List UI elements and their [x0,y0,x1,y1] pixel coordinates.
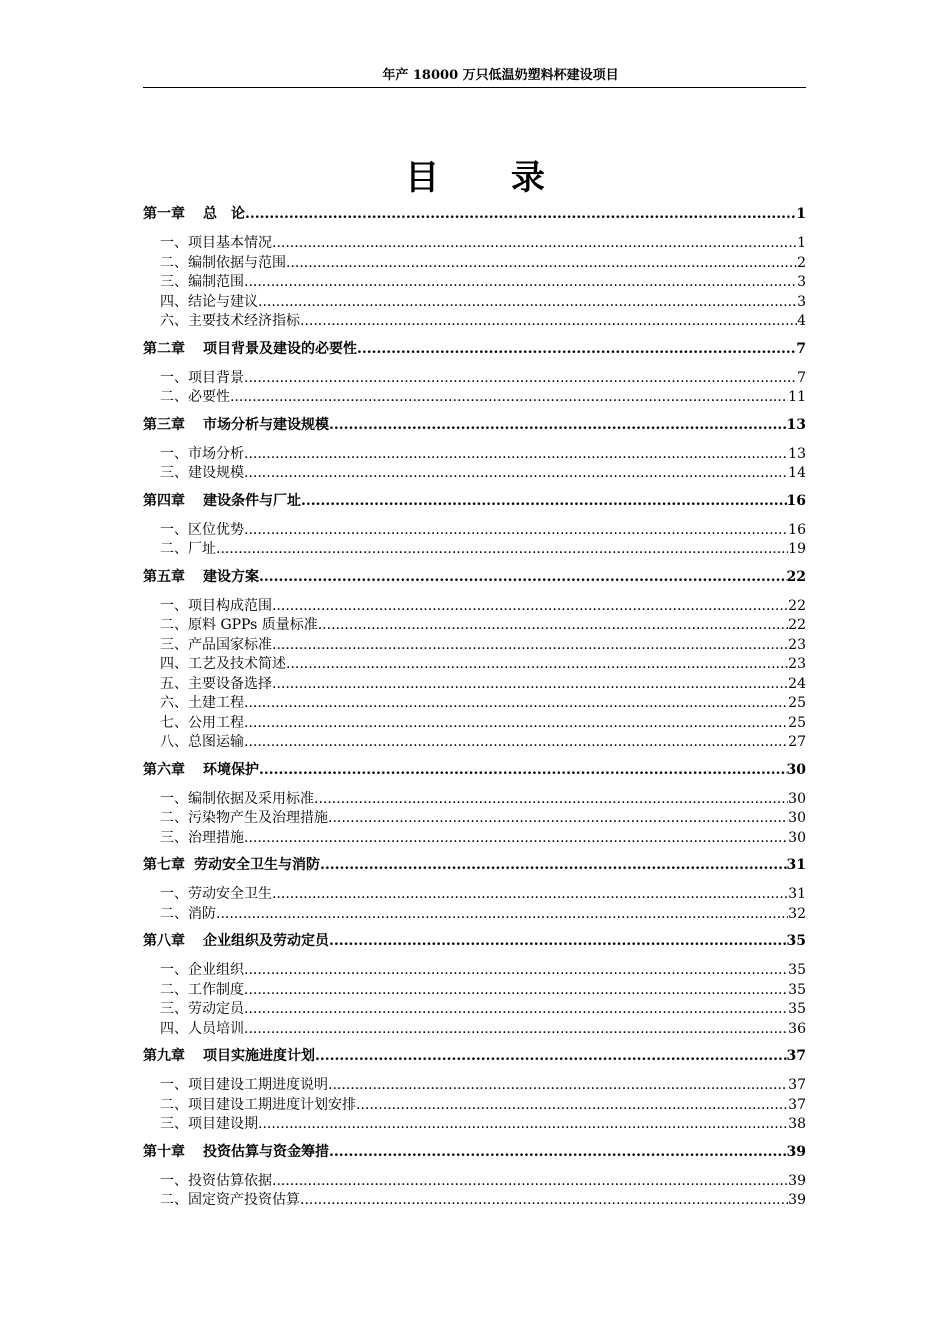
page-title: 目 录 [405,158,575,198]
dot-leader [320,856,787,875]
section-title: 二、污染物产生及治理措施 [160,810,328,826]
toc-section-entry[interactable] [143,790,806,810]
section-title: 二、厂址 [160,541,216,557]
toc-section-entry[interactable] [143,464,806,484]
section-page-number: 1 [797,235,806,251]
toc-chapter-label [143,932,329,951]
toc-section-entry[interactable] [143,540,806,560]
chapter-page-number: 16 [786,492,806,509]
toc-section-entry[interactable] [143,273,806,293]
chapter-title: 项目实施进度计划 [203,1048,315,1064]
chapter-number: 第八章 [143,933,185,949]
toc-section-entry[interactable] [143,616,806,636]
chapter-title: 企业组织及劳动定员 [203,933,329,949]
chapter-number: 第三章 [143,416,185,433]
toc-chapter-entry[interactable] [143,1143,806,1162]
section-title: 四、结论与建议 [160,293,258,310]
chapter-title: 总 论 [203,206,245,222]
toc-section-entry[interactable] [143,1172,806,1192]
toc-section-entry[interactable] [143,234,806,254]
dot-leader [216,540,788,560]
toc-section-entry[interactable] [143,1096,806,1116]
chapter-page-number: 35 [786,933,806,949]
chapter-number: 第九章 [143,1048,185,1064]
toc-section-entry[interactable] [143,636,806,656]
section-page-number: 39 [788,1192,806,1208]
chapter-page-number: 39 [786,1143,806,1160]
toc-chapter-entry[interactable] [143,568,806,587]
toc-section-entry[interactable] [143,961,806,981]
dot-leader [286,655,788,675]
chapter-title: 劳动安全卫生与消防 [194,857,320,873]
section-page-number: 39 [788,1172,806,1189]
dot-leader [315,1047,787,1066]
dot-leader [328,1076,788,1096]
toc-section-entry[interactable] [143,369,806,389]
section-page-number: 2 [797,254,806,271]
chapter-title: 市场分析与建设规模 [203,416,329,433]
dot-leader [244,714,788,734]
section-page-number: 36 [788,1020,806,1037]
toc-section-entry[interactable] [143,521,806,541]
dot-leader [244,694,788,714]
section-page-number: 25 [788,714,806,731]
toc-section-entry[interactable] [143,829,806,849]
section-title: 一、区位优势 [160,521,244,538]
dot-leader [356,1096,788,1116]
dot-leader [272,597,788,617]
chapter-page-number: 1 [796,206,806,222]
toc-chapter-entry[interactable] [143,856,806,875]
dot-leader [259,568,787,587]
section-page-number: 30 [788,810,806,826]
section-page-number: 35 [788,962,806,978]
toc-section-entry[interactable] [143,1191,806,1211]
chapter-number: 第十章 [143,1143,185,1160]
toc-chapter-label [143,1047,315,1066]
section-page-number: 11 [788,389,806,405]
section-page-number: 3 [797,293,806,310]
section-page-number: 37 [788,1077,806,1093]
section-page-number: 13 [788,445,806,462]
dot-leader [272,234,797,254]
section-title: 三、产品国家标准 [160,636,272,653]
section-title: 一、项目构成范围 [160,597,272,614]
chapter-title: 建设条件与厂址 [203,492,301,509]
chapter-number: 第六章 [143,761,185,778]
chapter-title: 环境保护 [203,761,259,778]
page-header [143,66,806,88]
dot-leader [300,312,797,332]
dot-leader [314,790,788,810]
toc-section-entry[interactable] [143,694,806,714]
chapter-page-number: 7 [796,340,806,357]
dot-leader [244,733,788,753]
section-page-number: 14 [788,465,806,481]
dot-leader [244,521,788,541]
toc-chapter-label [143,205,245,224]
toc-chapter-label [143,340,357,359]
toc-section-entry[interactable] [143,981,806,1001]
toc-chapter-label [143,1143,329,1162]
dot-leader [329,1143,787,1162]
section-page-number: 35 [788,981,806,998]
section-title: 二、消防 [160,905,216,922]
section-title: 一、编制依据及采用标准 [160,790,314,807]
toc-chapter-label [143,856,320,875]
section-page-number: 32 [788,905,806,922]
section-title: 二、编制依据与范围 [160,254,286,271]
section-title: 四、工艺及技术简述 [160,656,286,672]
section-page-number: 25 [788,695,806,711]
chapter-title: 项目背景及建设的必要性 [203,340,357,357]
section-title: 八、总图运输 [160,734,244,750]
toc-chapter-label [143,492,301,511]
dot-leader [230,388,788,408]
toc-chapter-entry[interactable] [143,761,806,780]
toc-chapter-label [143,568,259,587]
dot-leader [286,254,797,274]
section-page-number: 30 [788,829,806,846]
toc-chapter-entry[interactable] [143,416,806,435]
dot-leader [258,293,797,313]
toc-chapter-label [143,761,259,780]
section-page-number: 22 [788,597,806,614]
chapter-page-number: 37 [786,1048,806,1064]
section-page-number: 16 [788,521,806,538]
dot-leader [318,616,788,636]
toc-section-entry[interactable] [143,1000,806,1020]
dot-leader [244,981,788,1001]
toc-section-entry[interactable] [143,714,806,734]
toc-section-entry[interactable] [143,885,806,905]
dot-leader [244,369,797,389]
section-page-number: 38 [788,1116,806,1132]
toc-section-entry[interactable] [143,655,806,675]
section-page-number: 30 [788,790,806,807]
section-title: 一、项目建设工期进度说明 [160,1077,328,1093]
dot-leader [216,905,788,925]
section-title: 三、治理措施 [160,829,244,846]
section-page-number: 3 [797,274,806,290]
section-page-number: 31 [788,886,806,902]
section-title: 一、企业组织 [160,962,244,978]
section-title: 一、劳动安全卫生 [160,886,272,902]
dot-leader [259,761,787,780]
section-title: 一、项目基本情况 [160,235,272,251]
toc-chapter-entry[interactable] [143,492,806,511]
section-page-number: 19 [788,541,806,557]
dot-leader [329,416,787,435]
section-title: 六、主要技术经济指标 [160,313,300,329]
chapter-page-number: 31 [786,857,806,873]
section-page-number: 24 [788,675,806,692]
toc-section-entry[interactable] [143,445,806,465]
section-title: 三、建设规模 [160,465,244,481]
dot-leader [244,445,788,465]
section-page-number: 35 [788,1001,806,1017]
dot-leader [329,932,787,951]
section-page-number: 4 [797,313,806,329]
section-title: 四、人员培训 [160,1020,244,1037]
toc-chapter-entry[interactable] [143,205,806,224]
chapter-number: 第五章 [143,568,185,585]
chapter-title: 建设方案 [203,568,259,585]
section-page-number: 22 [788,617,806,633]
dot-leader [244,829,788,849]
section-page-number: 7 [797,369,806,386]
section-title: 一、市场分析 [160,445,244,462]
section-title: 六、土建工程 [160,695,244,711]
section-title: 三、编制范围 [160,274,244,290]
toc-section-entry[interactable] [143,675,806,695]
section-title: 二、项目建设工期进度计划安排 [160,1096,356,1113]
dot-leader [301,492,787,511]
toc-chapter-entry[interactable] [143,340,806,359]
chapter-number: 第一章 [143,206,185,222]
chapter-number: 第二章 [143,340,185,357]
toc-section-entry[interactable] [143,312,806,332]
chapter-page-number: 13 [786,416,806,433]
section-title: 三、劳动定员 [160,1001,244,1017]
chapter-page-number: 30 [786,761,806,778]
section-page-number: 37 [788,1096,806,1113]
dot-leader [244,961,788,981]
toc-section-entry[interactable] [143,809,806,829]
dot-leader [244,273,797,293]
toc-section-entry[interactable] [143,388,806,408]
toc-section-entry[interactable] [143,905,806,925]
section-title: 一、投资估算依据 [160,1172,272,1189]
dot-leader [272,675,788,695]
header-title: 年产 18000 万只低温奶塑料杯建设项目 [382,68,619,83]
chapter-page-number: 22 [786,568,806,585]
section-title: 二、工作制度 [160,981,244,998]
section-title: 二、固定资产投资估算 [160,1192,300,1208]
dot-leader [272,1172,788,1192]
chapter-title: 投资估算与资金筹措 [203,1143,329,1160]
section-page-number: 23 [788,636,806,653]
toc-chapter-entry[interactable] [143,1047,806,1066]
dot-leader [244,1000,788,1020]
chapter-number: 第七章 [143,857,185,873]
toc-section-entry[interactable] [143,1115,806,1135]
chapter-number: 第四章 [143,492,185,509]
toc-section-entry[interactable] [143,293,806,313]
dot-leader [244,1020,788,1040]
table-of-contents [143,205,806,1211]
dot-leader [244,464,788,484]
toc-chapter-entry[interactable] [143,932,806,951]
dot-leader [245,205,796,224]
dot-leader [258,1115,788,1135]
section-title: 七、公用工程 [160,714,244,731]
section-title: 二、原料 GPPs 质量标准 [160,617,318,633]
dot-leader [357,340,796,359]
section-title: 一、项目背景 [160,369,244,386]
toc-section-entry[interactable] [143,254,806,274]
dot-leader [328,809,788,829]
section-title: 二、必要性 [160,389,230,405]
dot-leader [300,1191,788,1211]
dot-leader [272,636,788,656]
toc-section-entry[interactable] [143,1076,806,1096]
section-page-number: 27 [788,734,806,750]
toc-section-entry[interactable] [143,1020,806,1040]
toc-chapter-label [143,416,329,435]
section-title: 五、主要设备选择 [160,675,272,692]
section-page-number: 23 [788,656,806,672]
toc-section-entry[interactable] [143,733,806,753]
section-title: 三、项目建设期 [160,1116,258,1132]
dot-leader [272,885,788,905]
toc-section-entry[interactable] [143,597,806,617]
